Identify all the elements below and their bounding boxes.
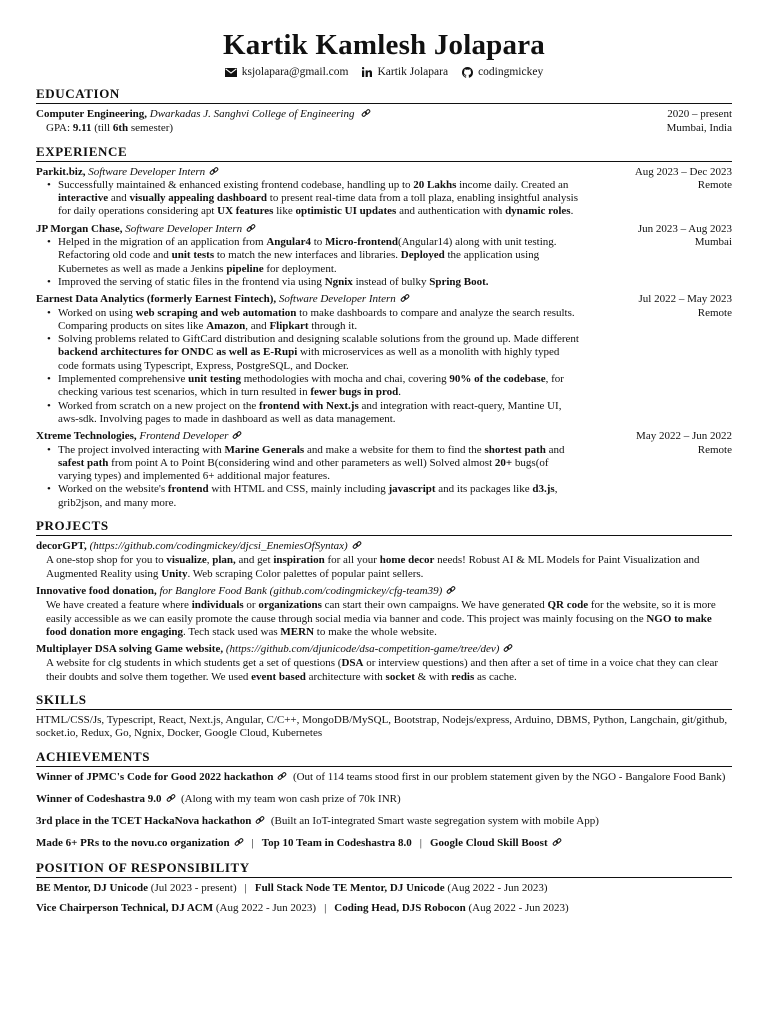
job-role: Frontend Developer bbox=[139, 430, 229, 443]
projects-list bbox=[36, 540, 732, 684]
link-icon[interactable] bbox=[232, 430, 242, 444]
por-line: BE Mentor, DJ Unicode (Jul 2023 - present) | Full Stack Node TE Mentor, DJ Unicode (Aug 2022 - Jun 2023) bbox=[36, 881, 548, 894]
experience-entry bbox=[36, 166, 732, 219]
contact-linkedin[interactable] bbox=[362, 66, 448, 78]
project-description: We have created a feature where individuals or organizations can start their own campaigns. We have generated QR code for the website, so it is more easily accessible as we can easily promote the cause through social media via banner and code. This project was mainly focusing on the NGO to make food donation more engaging. Tech stack used was MERN to make the whole website. bbox=[46, 599, 716, 638]
bullet-point: • Improved the serving of static files in the frontend via using Ngnix instead of bulky Spring Boot. bbox=[58, 276, 732, 289]
link-icon[interactable] bbox=[166, 793, 176, 807]
section-title-experience: EXPERIENCE bbox=[36, 144, 732, 162]
experience-entry bbox=[36, 223, 732, 289]
bullet-point: • The project involved interacting with Marine Generals and make a website for them to find the shortest path and safest path from point A to Point B(considering wind and other parameters as well) Solved almost 20+ bugs(of varying types) and implemented 6+ additional major features. bbox=[58, 444, 732, 484]
company-name: Xtreme Technologies, bbox=[36, 430, 137, 443]
bullet-point: • Implemented comprehensive unit testing methodologies with mocha and chai, covering 90% of the codebase, for checking various test scenarios, which in turn resulted in fewer bugs in prod. bbox=[58, 373, 732, 400]
link-icon[interactable] bbox=[400, 293, 410, 307]
contact-email[interactable] bbox=[225, 66, 349, 78]
github-icon bbox=[462, 67, 473, 78]
section-title-projects: PROJECTS bbox=[36, 518, 732, 536]
skills-section bbox=[36, 692, 732, 741]
separator: | bbox=[244, 881, 247, 894]
achievement-item: Winner of Codeshastra 9.0 (Along with my team won cash prize of 70k INR) bbox=[36, 793, 732, 807]
job-dates: Jul 2022 – May 2023 bbox=[638, 293, 732, 306]
contact-bar bbox=[36, 66, 732, 78]
linkedin-text: Kartik Jolapara bbox=[377, 66, 449, 78]
section-title-education: EDUCATION bbox=[36, 86, 732, 104]
por-line: Vice Chairperson Technical, DJ ACM (Aug 2022 - Jun 2023) | Coding Head, DJS Robocon (Aug 2022 - Jun 2023) bbox=[36, 902, 569, 915]
education-entry bbox=[36, 108, 732, 136]
link-icon[interactable] bbox=[552, 837, 562, 851]
link-icon[interactable] bbox=[361, 108, 371, 122]
company-name: Parkit.biz, bbox=[36, 165, 86, 178]
degree: Computer Engineering, bbox=[36, 108, 148, 120]
job-dates: Aug 2023 – Dec 2023 bbox=[634, 165, 732, 178]
education-dates: 2020 – present bbox=[667, 108, 732, 120]
bullet-point: • Helped in the migration of an application from Angular4 to Micro-frontend(Angular14) along with unit testing. Refactoring old code and unit tests to match the new interfaces and libraries. Deployed the application using Kubernetes as well as made a Jenkins pipeline for deployment. bbox=[58, 236, 732, 276]
linkedin-icon bbox=[362, 67, 372, 77]
separator: | bbox=[251, 837, 254, 850]
section-title-por: POSITION OF RESPONSIBILITY bbox=[36, 860, 732, 878]
job-dates: Jun 2023 – Aug 2023 bbox=[637, 222, 732, 235]
job-location: Mumbai bbox=[694, 236, 732, 249]
achievement-item: 3rd place in the TCET HackaNova hackathon (Built an IoT-integrated Smart waste segregation system with mobile App) bbox=[36, 815, 732, 829]
link-icon[interactable] bbox=[246, 223, 256, 237]
college: Dwarkadas J. Sanghvi College of Engineering bbox=[149, 108, 355, 120]
project-title: Multiplayer DSA solving Game website, bbox=[36, 643, 224, 656]
bullet-point: • Solving problems related to GiftCard distribution and designing scalable solutions from the ground up. Made different backend architectures for ONDC as well as E-Rupi with microservices as well as a monolith with highly typed code formats using Typescript, Express, PostgreSQL, and Docker. bbox=[58, 333, 732, 373]
project-entry bbox=[36, 540, 732, 581]
bullet-point: • Worked on using web scraping and web automation to make dashboards to compare and analyze the search results. Comparing products on sites like Amazon, and Flipkart through it. bbox=[58, 307, 732, 334]
bullet-point: • Worked from scratch on a new project on the frontend with Next.js and integration with react-query, Mantine UI, aws-sdk. Involving pages to made in dashboard as well as data management. bbox=[58, 400, 732, 427]
experience-list bbox=[36, 166, 732, 510]
bullet-point: • Successfully maintained & enhanced existing frontend codebase, handling up to 20 Lakhs income daily. Created an interactive and visually appealing dashboard to present real-time data from a toll plaza, enabling insightful analysis for daily operations considering apt UX features like optimistic UI updates and authentication with dynamic roles. bbox=[58, 179, 732, 219]
project-entry bbox=[36, 643, 732, 684]
projects-section bbox=[36, 518, 732, 684]
job-role: Software Developer Intern bbox=[125, 222, 243, 235]
link-icon[interactable] bbox=[209, 166, 219, 180]
education-section bbox=[36, 86, 732, 136]
bullet-point: • Worked on the website's frontend with HTML and CSS, mainly including javascript and its packages like d3.js, grib2json, and many more. bbox=[58, 483, 732, 510]
section-title-achievements: ACHIEVEMENTS bbox=[36, 749, 732, 767]
experience-section bbox=[36, 144, 732, 510]
project-description: A website for clg students in which students get a set of questions (DSA or interview questions) and then after a set of time in a voice chat they can clear their doubts and solve them together. We used event based architecture with socket & with redis as cache. bbox=[46, 657, 719, 683]
link-icon[interactable] bbox=[446, 585, 456, 599]
candidate-name: Kartik Kamlesh Jolapara bbox=[223, 29, 545, 61]
achievement-item: Winner of JPMC's Code for Good 2022 hackathon (Out of 114 teams stood first in our problem statement given by the NGO - Bangalore Food Bank) bbox=[36, 771, 732, 785]
link-icon[interactable] bbox=[255, 815, 265, 829]
project-link[interactable]: for Banglore Food Bank (github.com/codingmickey/cfg-team39) bbox=[159, 584, 443, 597]
job-role: Software Developer Intern bbox=[88, 165, 206, 178]
project-description: A one-stop shop for you to visualize, plan, and get inspiration for all your home decor needs! Robust AI & ML Models for Paint Visualization and Augmented Reality using Unity. Web scraping Color palettes of popular paint sellers. bbox=[46, 554, 700, 580]
job-location: Remote bbox=[697, 178, 732, 191]
separator: | bbox=[324, 902, 327, 915]
job-dates: May 2022 – Jun 2022 bbox=[636, 430, 732, 443]
job-location: Remote bbox=[697, 443, 732, 456]
company-name: JP Morgan Chase, bbox=[36, 222, 123, 235]
envelope-icon bbox=[225, 68, 237, 77]
link-icon[interactable] bbox=[352, 540, 362, 554]
email-text: ksjolapara@gmail.com bbox=[241, 66, 349, 78]
project-title: Innovative food donation, bbox=[36, 584, 157, 597]
achievements-section bbox=[36, 749, 732, 852]
job-location: Remote bbox=[697, 306, 732, 319]
project-link[interactable]: (https://github.com/codingmickey/djcsi_EnemiesOfSyntax) bbox=[89, 540, 348, 553]
skills-list: HTML/CSS/Js, Typescript, React, Next.js, Angular, C/C++, MongoDB/MySQL, Bootstrap, Nodejs/express, Arduino, DBMS, Python, Langchain, git/github, socket.io, Redux, Go, Ngnix, Docker, Google Cloud, Kubernetes bbox=[36, 713, 728, 740]
experience-entry bbox=[36, 430, 732, 510]
link-icon[interactable] bbox=[503, 643, 513, 657]
experience-entry bbox=[36, 293, 732, 426]
project-entry bbox=[36, 585, 732, 639]
project-link[interactable]: (https://github.com/djunicode/dsa-competition-game/tree/dev) bbox=[225, 643, 500, 656]
link-icon[interactable] bbox=[277, 771, 287, 785]
company-name: Earnest Data Analytics (formerly Earnest Fintech), bbox=[36, 293, 277, 306]
por-section bbox=[36, 860, 732, 916]
job-role: Software Developer Intern bbox=[278, 293, 396, 306]
project-title: decorGPT, bbox=[36, 540, 87, 553]
achievement-item: Made 6+ PRs to the novu.co organization | Top 10 Team in Codeshastra 8.0 | Google Cloud Skill Boost bbox=[36, 837, 732, 851]
section-title-skills: SKILLS bbox=[36, 692, 732, 710]
link-icon[interactable] bbox=[234, 837, 244, 851]
github-text: codingmickey bbox=[478, 66, 544, 78]
gpa-line: GPA: 9.11 (till 6th semester) bbox=[46, 122, 174, 135]
separator: | bbox=[419, 837, 422, 850]
contact-github[interactable] bbox=[462, 66, 543, 78]
education-location: Mumbai, India bbox=[666, 122, 732, 135]
